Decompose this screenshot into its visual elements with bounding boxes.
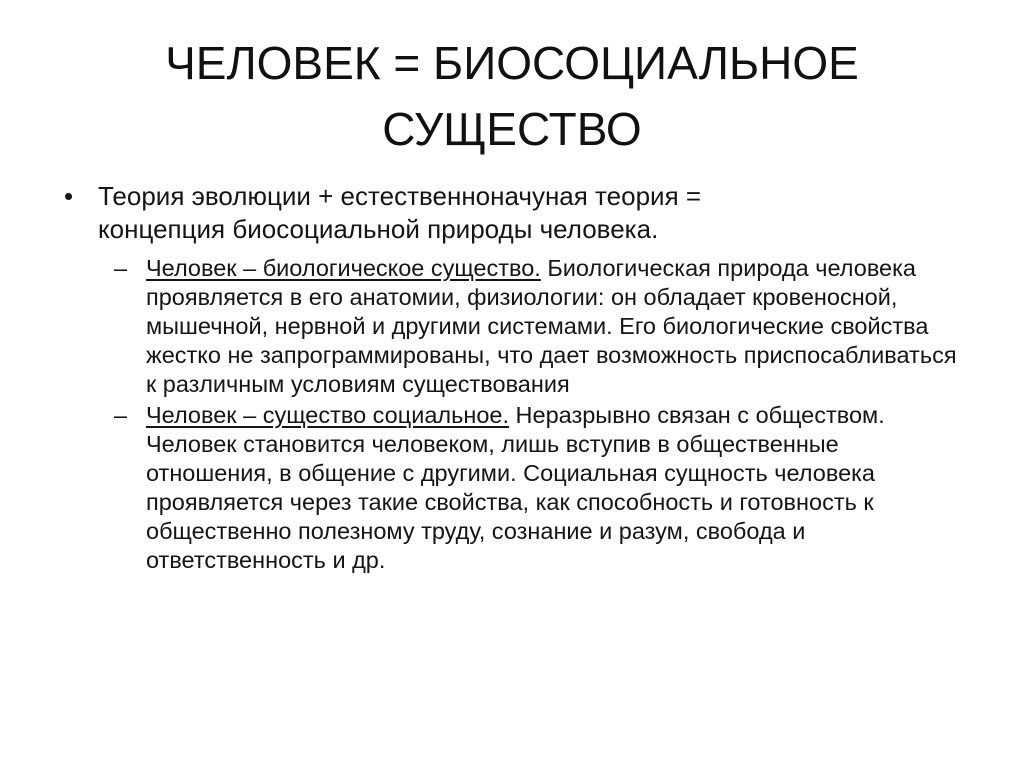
slide-title — [60, 30, 964, 162]
main-bullet — [64, 180, 964, 246]
sub-bullet-social — [114, 401, 964, 575]
slide-body — [64, 180, 964, 577]
main-bullet-line-1: Теория эволюции + естественноначуная теория = — [98, 181, 702, 211]
sub-bullet-text: Биологическая природа человека проявляется в его анатомии, физиологии: он обладает кровеносной, мышечной, нервной и другими системами. Его биологические свойства жестко не запрограммированы, что дает возможность приспосабливаться к различным условиям существования — [146, 255, 957, 397]
sub-bullet-biological — [114, 254, 964, 399]
sub-bullet-list — [114, 254, 964, 575]
title-line-1: ЧЕЛОВЕК = БИОСОЦИАЛЬНОЕ — [165, 37, 859, 89]
sub-bullet-text: Неразрывно связан с обществом. Человек становится человеком, лишь вступив в общественные отношения, в общение с другими. Социальная сущность человека проявляется через такие свойства, как способность и готовность к общественно полезному труду, сознание и разум, свобода и ответственность и др. — [146, 402, 885, 573]
sub-bullet-lead: Человек – существо социальное. — [146, 402, 510, 428]
bullet-marker: • — [64, 181, 74, 211]
main-bullet-line-2: концепция биосоциальной природы человека. — [98, 214, 659, 244]
title-line-2: СУЩЕСТВО — [382, 103, 642, 155]
dash-marker: – — [114, 402, 128, 428]
dash-marker: – — [114, 255, 128, 281]
sub-bullet-lead: Человек – биологическое существо. — [146, 255, 541, 281]
